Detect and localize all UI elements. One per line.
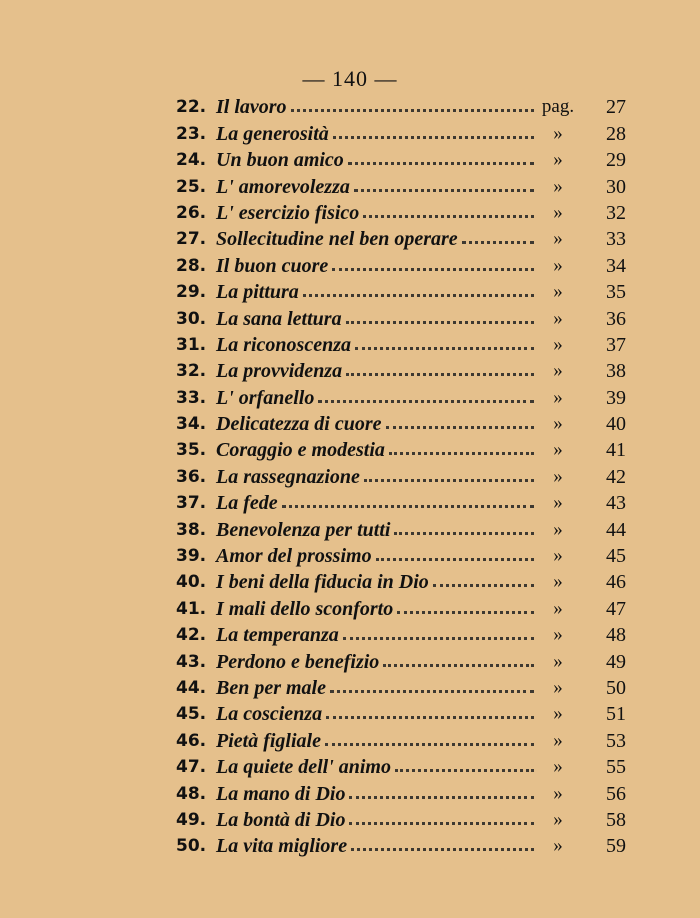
- entry-title: Amor del prossimo: [216, 545, 372, 568]
- ditto-mark: »: [553, 360, 563, 382]
- dot-leader: [333, 136, 534, 139]
- toc-entry: [176, 541, 626, 567]
- entry-page-number: 44: [606, 518, 626, 541]
- ditto-mark: »: [553, 386, 563, 408]
- entry-page-number: 28: [606, 122, 626, 145]
- entry-page-number: 38: [606, 360, 626, 383]
- entry-number: 39.: [176, 546, 207, 567]
- entry-number: 26.: [176, 202, 207, 223]
- ditto-mark: »: [553, 254, 563, 276]
- entry-number: 31.: [176, 334, 207, 355]
- entry-title: Delicatezza di cuore: [216, 413, 382, 436]
- dot-leader: [397, 611, 534, 614]
- entry-number: 22.: [176, 97, 207, 118]
- entry-title: Sollecitudine nel ben operare: [216, 228, 458, 251]
- entry-title: La vita migliore: [216, 835, 348, 858]
- toc-entry: [176, 118, 626, 144]
- ditto-mark: »: [553, 465, 563, 487]
- entry-number: 32.: [176, 361, 207, 382]
- toc-entry: [176, 250, 626, 276]
- toc-entry: [176, 277, 626, 303]
- ditto-mark: »: [553, 545, 563, 567]
- entry-title: Coraggio e modestia: [216, 439, 385, 462]
- dot-leader: [383, 664, 534, 667]
- ditto-mark: »: [553, 703, 563, 725]
- dot-leader: [363, 215, 534, 218]
- toc-entry: [176, 752, 626, 778]
- toc-entry: [176, 488, 626, 514]
- entry-page-number: 53: [606, 729, 626, 752]
- entry-title: La temperanza: [216, 624, 339, 647]
- toc-entry: [176, 567, 626, 593]
- entry-title: Ben per male: [216, 676, 326, 699]
- entry-page-number: 34: [606, 254, 626, 277]
- entry-number: 40.: [176, 572, 207, 593]
- toc-entry: [176, 620, 626, 646]
- entry-page-number: 45: [606, 545, 626, 568]
- entry-number: 27.: [176, 229, 207, 250]
- dot-leader: [332, 268, 534, 271]
- dot-leader: [376, 558, 534, 561]
- toc-entry: [176, 382, 626, 408]
- entry-number: 25.: [176, 176, 207, 197]
- ditto-mark: »: [553, 281, 563, 303]
- entry-title: La pittura: [216, 281, 299, 304]
- entry-page-number: 37: [606, 333, 626, 356]
- entry-title: L' esercizio fisico: [216, 201, 360, 224]
- entry-title: Un buon amico: [216, 149, 344, 172]
- dot-leader: [394, 532, 534, 535]
- toc-entry: [176, 198, 626, 224]
- entry-page-number: 36: [606, 307, 626, 330]
- dot-leader: [351, 848, 534, 851]
- table-of-contents: [176, 92, 626, 857]
- entry-number: 50.: [176, 836, 207, 857]
- entry-number: 44.: [176, 677, 207, 698]
- entry-number: 49.: [176, 809, 207, 830]
- entry-page-number: 43: [606, 492, 626, 515]
- entry-page-number: 51: [606, 703, 626, 726]
- entry-page-number: 50: [606, 676, 626, 699]
- ditto-mark: »: [553, 492, 563, 514]
- page-number-header: — 140 —: [302, 66, 398, 91]
- toc-entry: [176, 171, 626, 197]
- entry-number: 36.: [176, 466, 207, 487]
- entry-number: 41.: [176, 598, 207, 619]
- toc-entry: [176, 646, 626, 672]
- ditto-mark: »: [553, 413, 563, 435]
- ditto-mark: »: [553, 201, 563, 223]
- entry-title: Il buon cuore: [216, 254, 329, 277]
- entry-page-number: 30: [606, 175, 626, 198]
- dot-leader: [433, 584, 534, 587]
- entry-page-number: 47: [606, 597, 626, 620]
- toc-entry: [176, 224, 626, 250]
- ditto-mark: »: [553, 333, 563, 355]
- entry-title: I mali dello sconforto: [216, 597, 394, 620]
- dot-leader: [349, 822, 534, 825]
- ditto-mark: »: [553, 650, 563, 672]
- entry-page-number: 46: [606, 571, 626, 594]
- toc-entry: [176, 514, 626, 540]
- dot-leader: [346, 373, 534, 376]
- toc-entry: [176, 330, 626, 356]
- toc-entry: [176, 831, 626, 857]
- entry-number: 33.: [176, 387, 207, 408]
- entry-page-number: 27: [606, 96, 626, 119]
- toc-entry: [176, 145, 626, 171]
- ditto-mark: »: [553, 149, 563, 171]
- entry-number: 37.: [176, 493, 207, 514]
- entry-page-number: 33: [606, 228, 626, 251]
- ditto-mark: »: [553, 175, 563, 197]
- entry-number: 38.: [176, 519, 207, 540]
- ditto-mark: »: [553, 307, 563, 329]
- ditto-mark: »: [553, 729, 563, 751]
- entry-title: La quiete dell' animo: [216, 756, 391, 779]
- entry-title: Il lavoro: [216, 96, 287, 119]
- entry-title: La provvidenza: [216, 360, 343, 383]
- dot-leader: [343, 637, 534, 640]
- toc-entry: [176, 435, 626, 461]
- toc-entry: [176, 593, 626, 619]
- pag-label: pag.: [541, 96, 575, 118]
- entry-number: 46.: [176, 730, 207, 751]
- entry-page-number: 35: [606, 281, 626, 304]
- ditto-mark: »: [553, 782, 563, 804]
- entry-title: La rassegnazione: [216, 465, 360, 488]
- ditto-mark: »: [553, 835, 563, 857]
- entry-number: 35.: [176, 440, 207, 461]
- entry-page-number: 58: [606, 808, 626, 831]
- toc-entry: [176, 725, 626, 751]
- entry-title: La coscienza: [216, 703, 323, 726]
- toc-entry: [176, 303, 626, 329]
- entry-title: La sana lettura: [216, 307, 342, 330]
- entry-page-number: 42: [606, 465, 626, 488]
- entry-page-number: 49: [606, 650, 626, 673]
- ditto-mark: »: [553, 808, 563, 830]
- dot-leader: [282, 505, 534, 508]
- toc-entry: [176, 673, 626, 699]
- dot-leader: [326, 716, 534, 719]
- entry-number: 30.: [176, 308, 207, 329]
- toc-entry: [176, 778, 626, 804]
- entry-title: Perdono e benefizio: [216, 650, 380, 673]
- entry-number: 43.: [176, 651, 207, 672]
- ditto-mark: »: [553, 597, 563, 619]
- dot-leader: [291, 109, 534, 112]
- entry-page-number: 29: [606, 149, 626, 172]
- entry-page-number: 56: [606, 782, 626, 805]
- toc-entry: [176, 699, 626, 725]
- toc-entry: [176, 805, 626, 831]
- entry-title: La riconoscenza: [216, 333, 351, 356]
- entry-title: La fede: [216, 492, 278, 515]
- dot-leader: [318, 400, 534, 403]
- ditto-mark: »: [553, 439, 563, 461]
- ditto-mark: »: [553, 571, 563, 593]
- entry-number: 23.: [176, 123, 207, 144]
- dot-leader: [355, 347, 534, 350]
- entry-title: Pietà figliale: [216, 729, 321, 752]
- ditto-mark: »: [553, 122, 563, 144]
- entry-title: I beni della fiducia in Dio: [216, 571, 429, 594]
- toc-entry: [176, 409, 626, 435]
- entry-title: L' amorevolezza: [216, 175, 350, 198]
- entry-number: 45.: [176, 704, 207, 725]
- entry-page-number: 59: [606, 835, 626, 858]
- entry-number: 24.: [176, 150, 207, 171]
- entry-title: La bontà di Dio: [216, 808, 346, 831]
- dot-leader: [349, 796, 534, 799]
- dot-leader: [325, 743, 534, 746]
- toc-entry: [176, 356, 626, 382]
- entry-page-number: 32: [606, 201, 626, 224]
- entry-title: La generosità: [216, 122, 329, 145]
- entry-number: 42.: [176, 625, 207, 646]
- dot-leader: [348, 162, 534, 165]
- ditto-mark: »: [553, 676, 563, 698]
- entry-page-number: 39: [606, 386, 626, 409]
- dot-leader: [462, 241, 534, 244]
- entry-number: 34.: [176, 414, 207, 435]
- ditto-mark: »: [553, 756, 563, 778]
- dot-leader: [364, 479, 534, 482]
- entry-number: 28.: [176, 255, 207, 276]
- toc-entry: [176, 461, 626, 487]
- ditto-mark: »: [553, 518, 563, 540]
- dot-leader: [395, 769, 534, 772]
- ditto-mark: »: [553, 624, 563, 646]
- entry-page-number: 41: [606, 439, 626, 462]
- entry-page-number: 40: [606, 413, 626, 436]
- entry-number: 48.: [176, 783, 207, 804]
- entry-title: Benevolenza per tutti: [216, 518, 391, 541]
- entry-title: L' orfanello: [216, 386, 315, 409]
- ditto-mark: »: [553, 228, 563, 250]
- dot-leader: [389, 452, 534, 455]
- toc-entry: [176, 92, 626, 118]
- entry-number: 47.: [176, 757, 207, 778]
- dot-leader: [354, 189, 534, 192]
- entry-page-number: 48: [606, 624, 626, 647]
- entry-number: 29.: [176, 282, 207, 303]
- dot-leader: [386, 426, 534, 429]
- dot-leader: [303, 294, 534, 297]
- dot-leader: [330, 690, 534, 693]
- dot-leader: [346, 321, 534, 324]
- entry-title: La mano di Dio: [216, 782, 346, 805]
- entry-page-number: 55: [606, 756, 626, 779]
